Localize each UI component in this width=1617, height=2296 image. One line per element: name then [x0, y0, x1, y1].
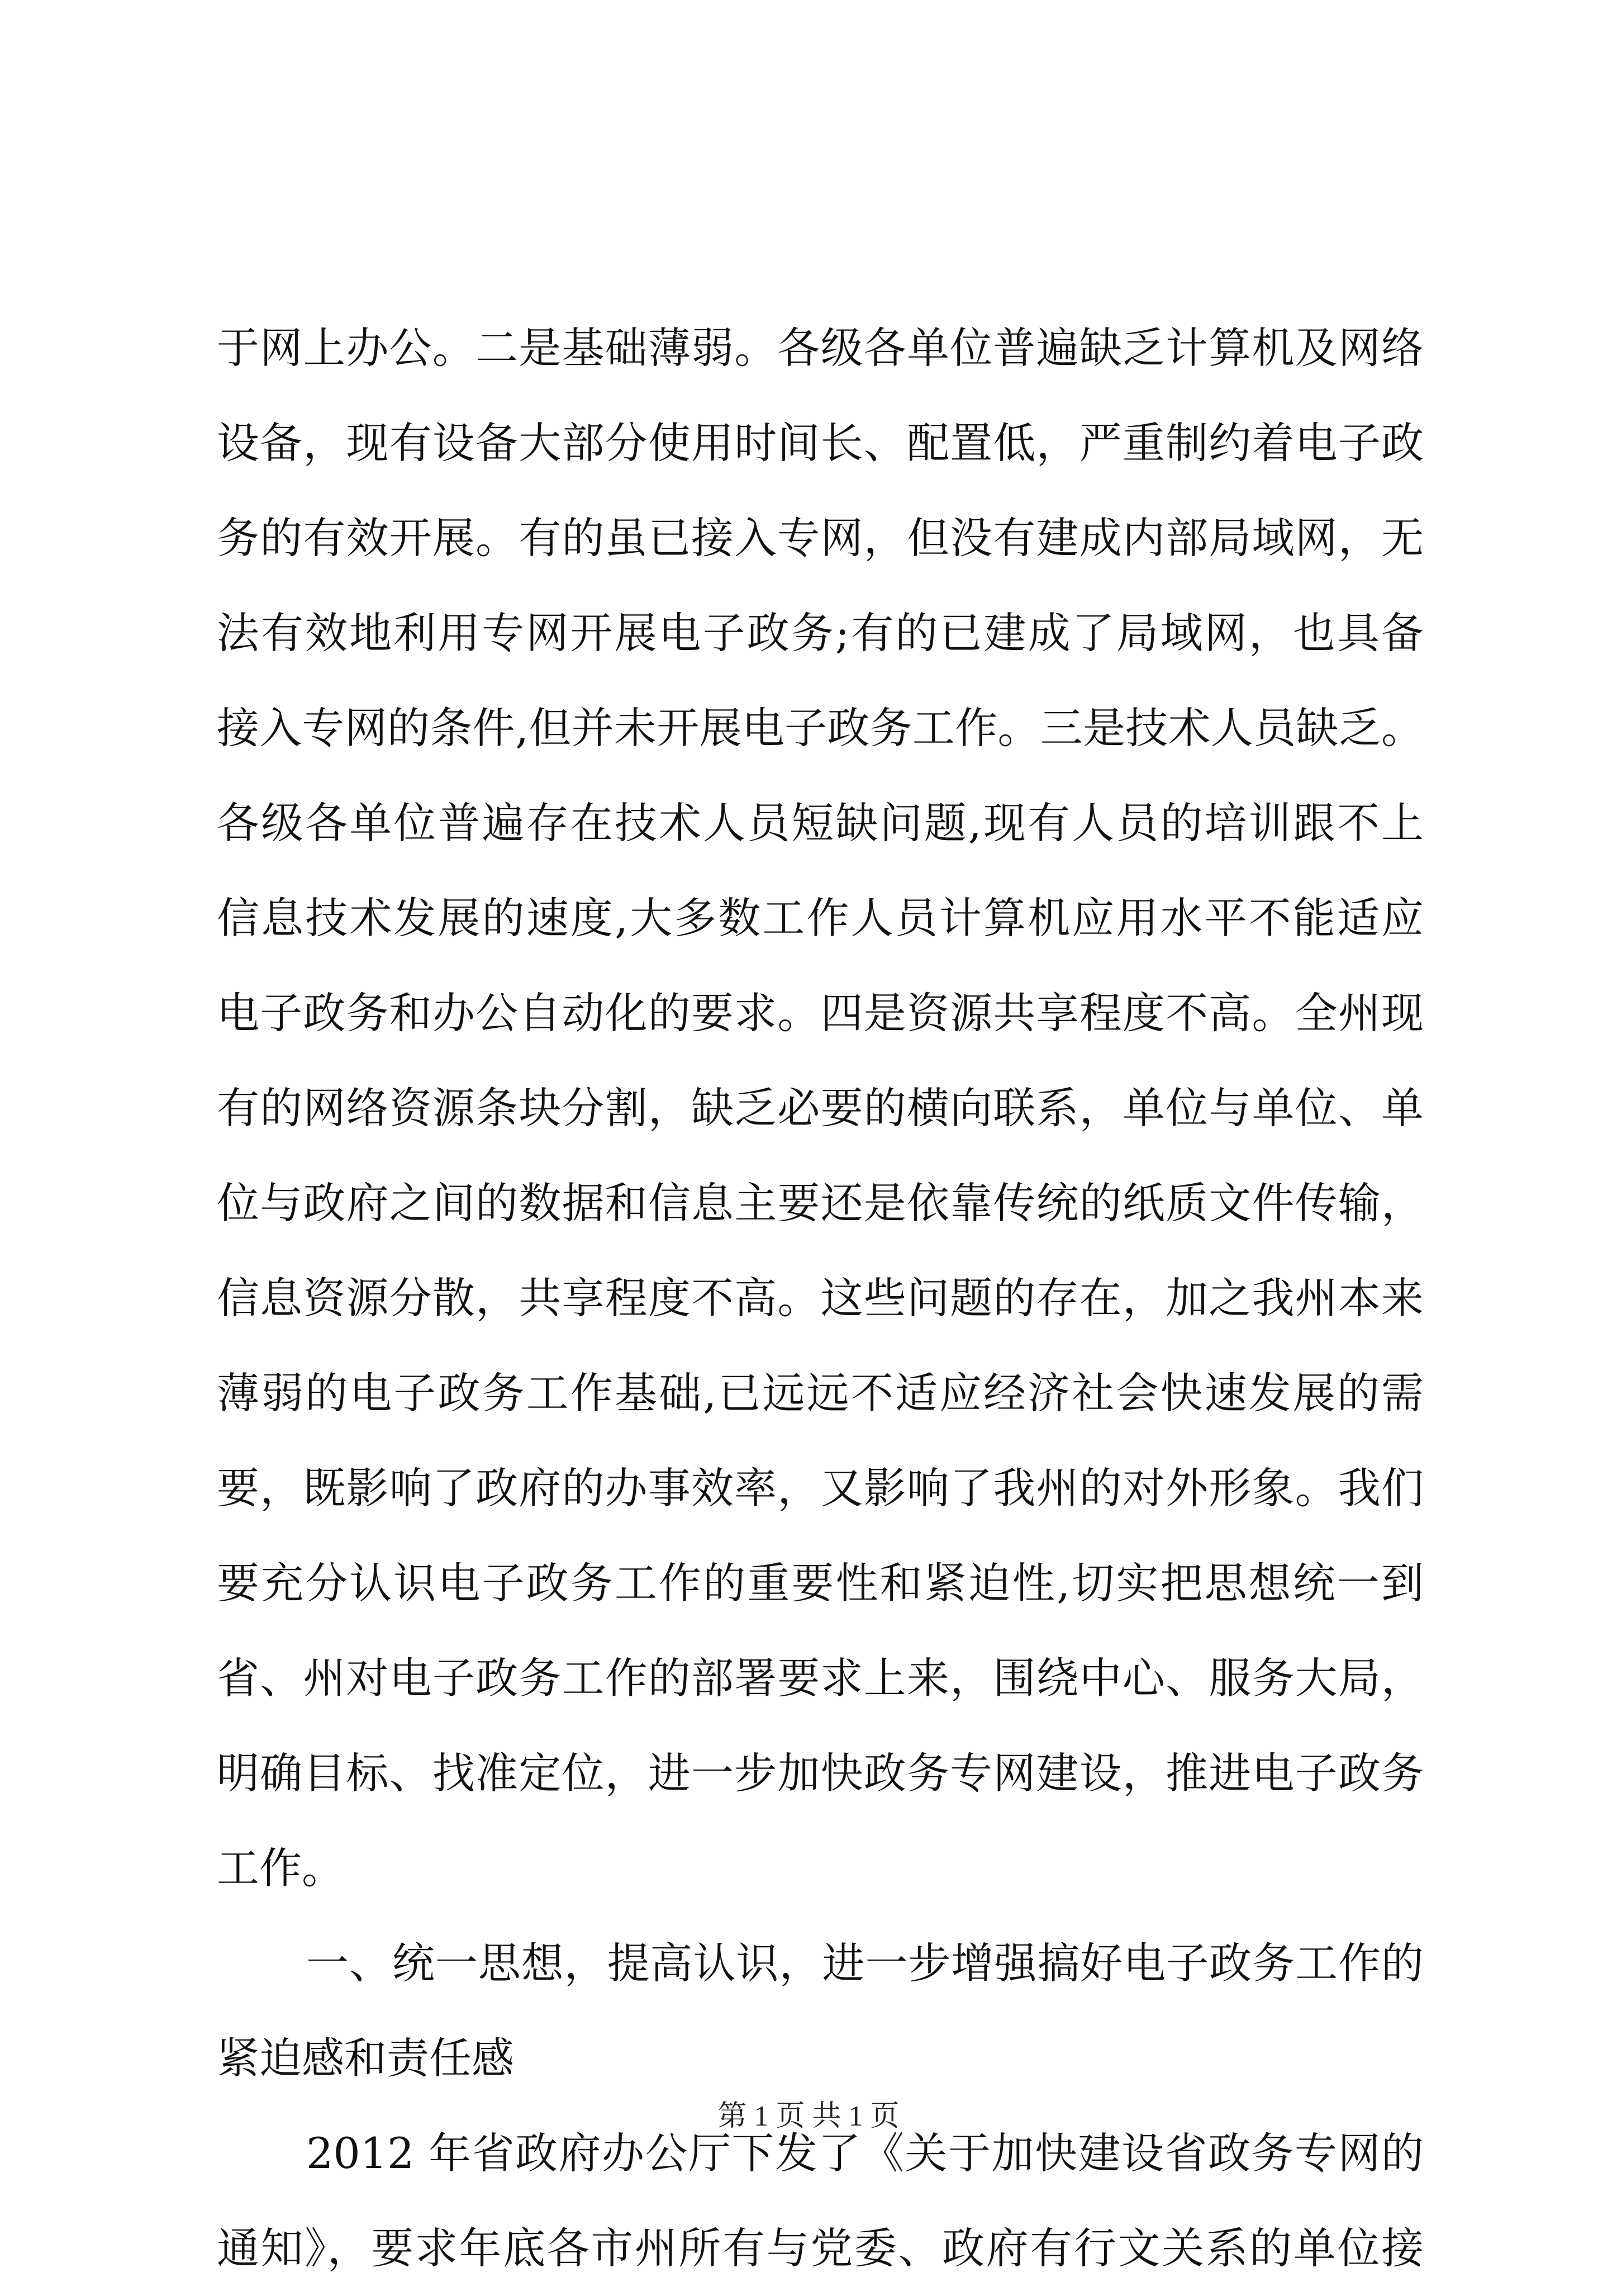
text-line: 2012 年省政府办公厅下发了《关于加快建设省政务专网的 — [306, 2128, 1424, 2178]
section-heading-line: 一、统一思想，提高认识，进一步增强搞好电子政务工作的 — [306, 1938, 1424, 1988]
text-line: 省、州对电子政务工作的部署要求上来，围绕中心、服务大局， — [217, 1653, 1424, 1703]
page-footer — [0, 2097, 1617, 2136]
text-line: 电子政务和办公自动化的要求。四是资源共享程度不高。全州现 — [217, 988, 1424, 1038]
text-line: 法有效地利用专网开展电子政务;有的已建成了局域网，也具备 — [217, 608, 1424, 658]
text-line: 要，既影响了政府的办事效率，又影响了我州的对外形象。我们 — [217, 1463, 1424, 1513]
text-line: 信息技术发展的速度,大多数工作人员计算机应用水平不能适应 — [217, 893, 1424, 943]
page-number-label: 第 1 页 共 1 页 — [717, 2100, 900, 2132]
body-text — [217, 301, 1424, 2296]
text-line: 薄弱的电子政务工作基础,已远远不适应经济社会快速发展的需 — [217, 1368, 1424, 1418]
text-line: 位与政府之间的数据和信息主要还是依靠传统的纸质文件传输， — [217, 1178, 1424, 1228]
text-line: 各级各单位普遍存在技术人员短缺问题,现有人员的培训跟不上 — [217, 798, 1424, 848]
text-line: 明确目标、找准定位，进一步加快政务专网建设，推进电子政务 — [217, 1748, 1424, 1798]
text-line: 接入专网的条件,但并未开展电子政务工作。三是技术人员缺乏。 — [217, 703, 1424, 753]
text-line: 务的有效开展。有的虽已接入专网，但没有建成内部局域网，无 — [217, 513, 1424, 563]
section-heading-line: 紧迫感和责任感 — [217, 2033, 514, 2083]
text-line: 信息资源分散，共享程度不高。这些问题的存在，加之我州本来 — [217, 1273, 1424, 1323]
text-line: 通知》，要求年底各市州所有与党委、政府有行文关系的单位接 — [217, 2223, 1424, 2273]
text-line: 要充分认识电子政务工作的重要性和紧迫性,切实把思想统一到 — [217, 1558, 1424, 1608]
text-line: 设备，现有设备大部分使用时间长、配置低，严重制约着电子政 — [217, 418, 1424, 468]
text-line: 于网上办公。二是基础薄弱。各级各单位普遍缺乏计算机及网络 — [217, 323, 1424, 373]
text-line: 工作。 — [217, 1843, 344, 1893]
text-line: 有的网络资源条块分割，缺乏必要的横向联系，单位与单位、单 — [217, 1083, 1424, 1133]
